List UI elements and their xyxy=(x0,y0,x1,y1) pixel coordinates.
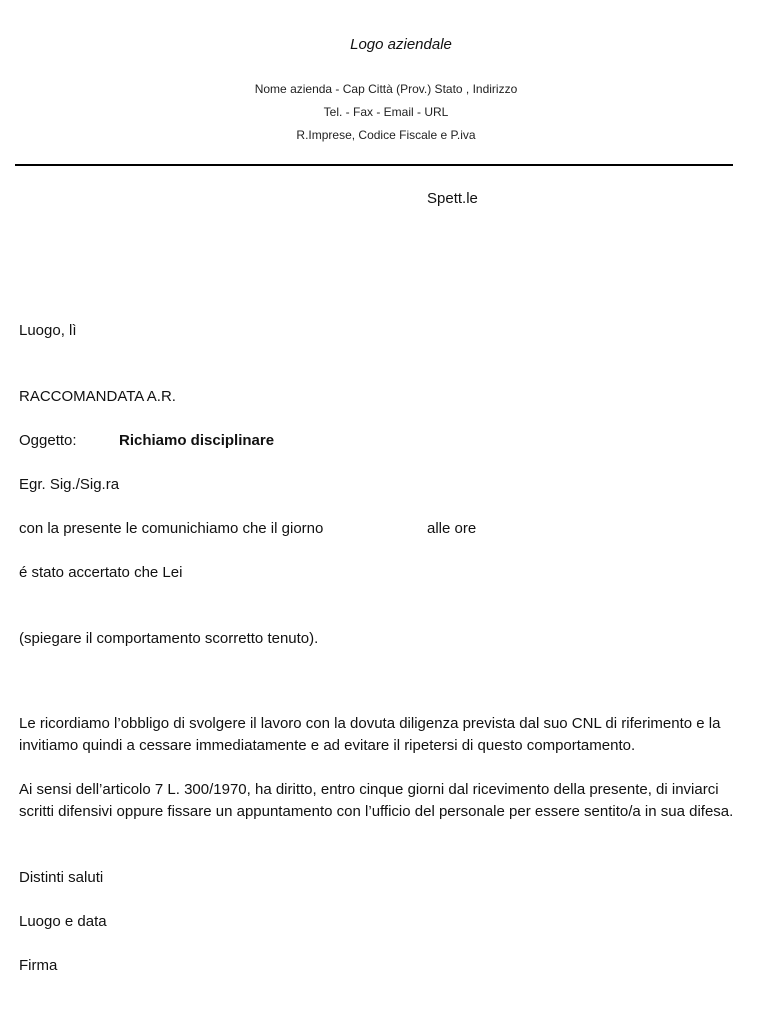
company-registry-line: R.Imprese, Codice Fiscale e P.iva xyxy=(296,128,476,142)
closing-greeting: Distinti saluti xyxy=(19,869,104,886)
obligation-paragraph: Le ricordiamo l’obbligo di svolgere il lavoro con la dovuta diligenza prevista dal suo CNL di riferimento e la invitiamo quindi a cessare immediatamente e ad evitare il ripetersi di questo comportamento. xyxy=(19,715,721,754)
ascertained-text: é stato accertato che Lei xyxy=(19,564,183,581)
company-address-line: Nome azienda - Cap Città (Prov.) Stato , Indirizzo xyxy=(254,82,518,96)
legal-rights-paragraph: Ai sensi dell’articolo 7 L. 300/1970, ha diritto, entro cinque giorni dal ricevimento della presente, di inviarci scritti difensivi oppure fissare un appuntamento con l’ufficio del personale per essere sentito/a in sua difesa. xyxy=(19,781,734,820)
place-and-date: Luogo e data xyxy=(19,913,107,930)
place-date-line: Luogo, lì xyxy=(19,322,77,339)
company-logo-placeholder: Logo aziendale xyxy=(350,36,452,53)
subject-label: Oggetto: xyxy=(19,432,77,449)
notice-text: con la presente le comunichiamo che il giorno xyxy=(19,520,324,537)
salutation: Egr. Sig./Sig.ra xyxy=(19,476,120,493)
header-divider xyxy=(15,164,733,166)
signature-label: Firma xyxy=(19,957,58,974)
company-contacts-line: Tel. - Fax - Email - URL xyxy=(323,105,449,119)
subject-value: Richiamo disciplinare xyxy=(119,432,275,449)
delivery-method: RACCOMANDATA A.R. xyxy=(19,388,176,405)
recipient-label: Spett.le xyxy=(427,190,478,207)
behaviour-explanation-placeholder: (spiegare il comportamento scorretto tenuto). xyxy=(19,630,319,647)
notice-time-label: alle ore xyxy=(427,520,477,537)
